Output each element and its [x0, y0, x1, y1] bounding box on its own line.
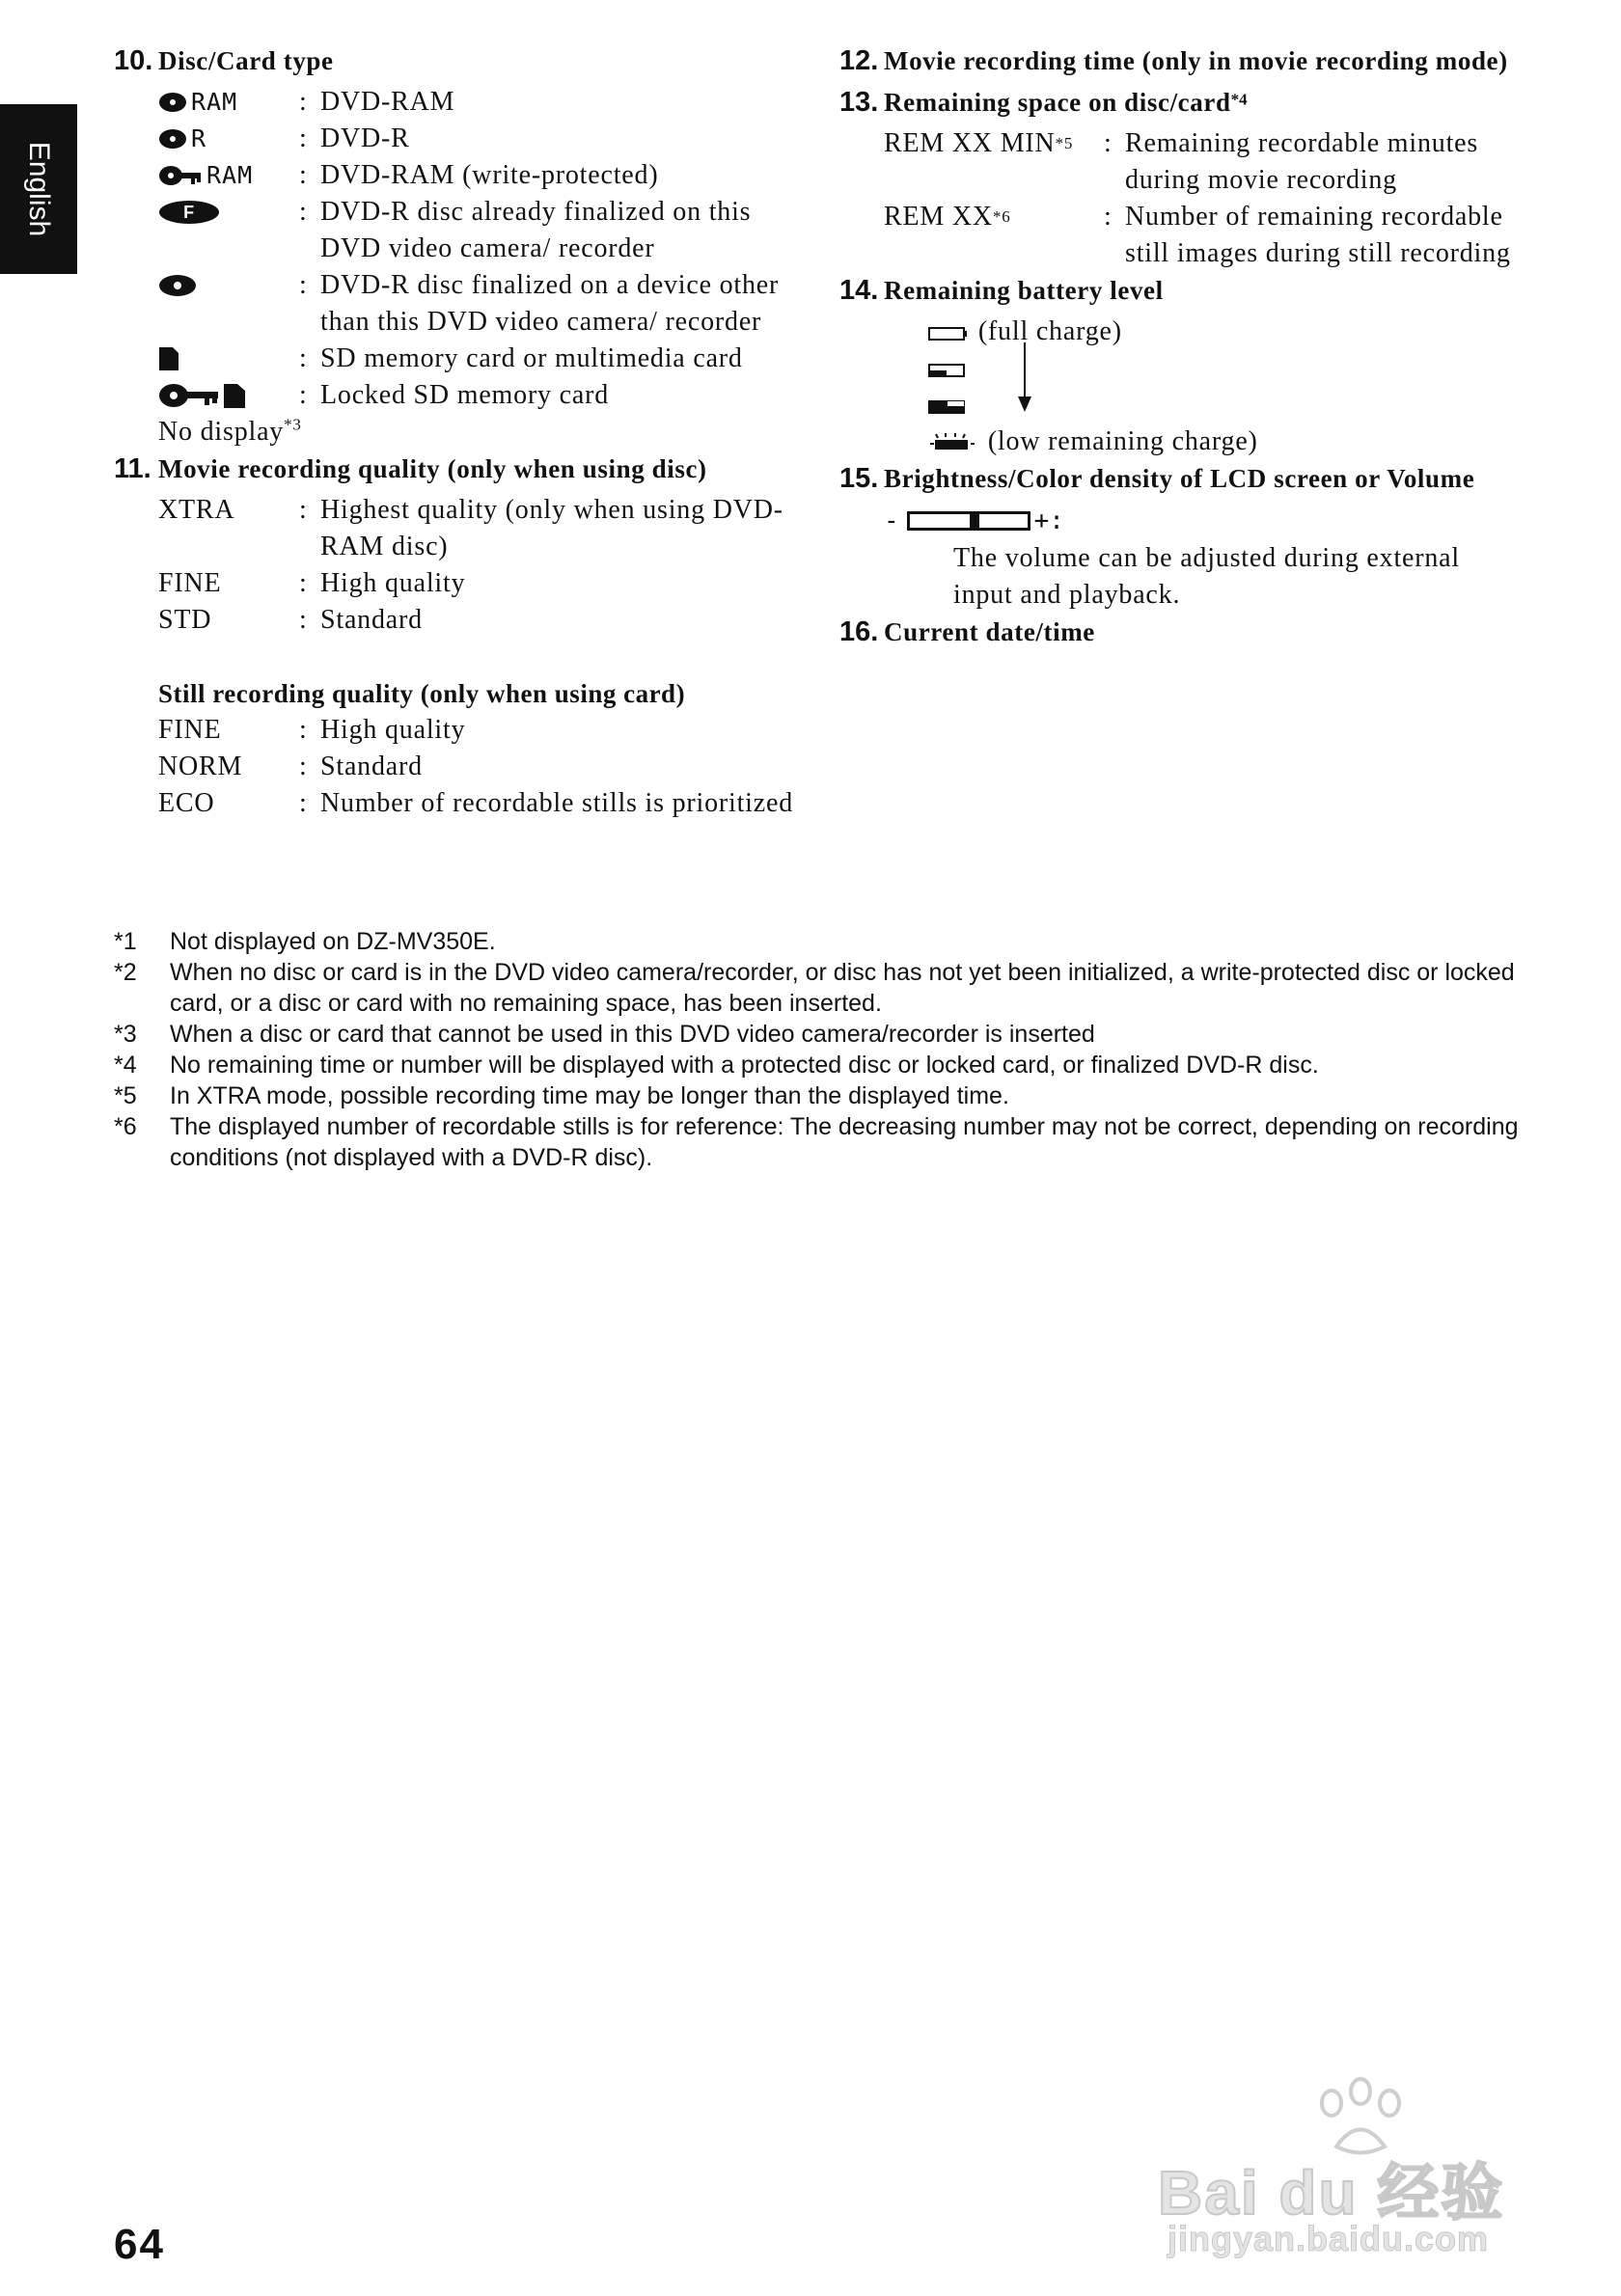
remaining-key: REM XX *6	[884, 202, 1011, 232]
battery-flashing-icon	[928, 432, 976, 455]
quality-row: XTRA : Highest quality (only when using DVD-RAM disc)	[114, 492, 809, 565]
level-bar	[907, 511, 1030, 531]
disc-icon	[158, 92, 187, 113]
section-title: Remaining battery level	[884, 276, 1164, 305]
quality-desc: Standard	[320, 605, 423, 635]
footnotes	[114, 926, 1532, 1173]
footnote	[114, 1111, 1532, 1173]
quality-row: STD : Standard	[114, 602, 809, 639]
quality-desc: Highest quality (only when using DVD-RAM disc)	[320, 495, 783, 561]
quality-row: FINE : High quality	[114, 712, 809, 749]
page-number: 64	[114, 2221, 165, 2268]
footnote	[114, 926, 1532, 957]
footnote-text: The displayed number of recordable stills is for reference: The decreasing number may not be correct, depending on recording conditions (not displayed with a DVD-R disc).	[170, 1113, 1519, 1171]
disc-type-desc: DVD-R	[320, 123, 410, 153]
section-title: Current date/time	[884, 617, 1095, 646]
section-title: Movie recording quality (only when using disc)	[158, 454, 707, 483]
minus-sign: -	[884, 506, 899, 535]
level-bar-line	[839, 502, 1515, 540]
still-quality-heading: Still recording quality (only when using card)	[158, 679, 686, 708]
disc-type-label: R	[191, 124, 207, 152]
battery-partial-icon	[928, 363, 967, 378]
quality-desc: Standard	[320, 752, 423, 781]
level-marker	[970, 511, 979, 531]
disc-icon	[158, 128, 187, 150]
disc-type-desc: DVD-RAM	[320, 87, 455, 117]
section-title: Movie recording time (only in movie recording mode)	[884, 46, 1508, 75]
footnote-text: No remaining time or number will be displayed with a protected disc or locked card, or finalized DVD-R disc.	[170, 1052, 1319, 1079]
quality-key: NORM	[158, 752, 243, 781]
footnote-mark: *2	[114, 959, 137, 986]
remaining-desc: Remaining recordable minutes during movie recording	[1125, 128, 1479, 195]
remaining-desc: Number of remaining recordable still images during still recording	[1125, 202, 1511, 268]
section-title: Brightness/Color density of LCD screen or Volume	[884, 464, 1475, 493]
section-number: 10.	[114, 45, 153, 76]
disc-type-indicator	[158, 341, 299, 377]
language-tab-label: English	[23, 141, 55, 237]
battery-low-text: (low remaining charge)	[987, 426, 1258, 456]
section-number: 12.	[839, 45, 879, 76]
footnote-ref: *3	[284, 415, 302, 434]
footnote-text: In XTRA mode, possible recording time may be longer than the displayed time.	[170, 1082, 1009, 1109]
disc-type-row: : Locked SD memory card	[114, 377, 809, 414]
footnote-text: When a disc or card that cannot be used in this DVD video camera/recorder is inserted	[170, 1021, 1095, 1048]
disc-type-indicator	[158, 377, 299, 414]
disc-type-label: RAM	[191, 88, 238, 116]
quality-desc: Number of recordable stills is prioritized	[320, 788, 794, 818]
disc-type-indicator	[158, 84, 299, 121]
section-number: 11.	[114, 453, 151, 484]
quality-desc: High quality	[320, 568, 466, 598]
quality-row: NORM : Standard	[114, 749, 809, 785]
disc-type-row: F : DVD-R disc already finalized on this DVD video camera/ recorder	[114, 194, 809, 267]
battery-empty-line	[839, 424, 1515, 460]
no-display-text: No display	[158, 417, 285, 447]
battery-levels	[839, 314, 1515, 460]
plus-sign: +:	[1033, 506, 1064, 535]
quality-row: FINE : High quality	[114, 565, 809, 602]
right-column	[839, 42, 1515, 655]
quality-key: STD	[158, 605, 212, 635]
disc-type-desc: Locked SD memory card	[320, 380, 610, 410]
battery-low-icon	[928, 399, 967, 415]
quality-key: FINE	[158, 568, 222, 598]
language-tab	[0, 104, 77, 274]
footnote	[114, 1080, 1532, 1111]
quality-row: ECO : Number of recordable stills is prioritized	[114, 785, 809, 822]
key-disc-icon	[158, 165, 203, 186]
footnote-text: Not displayed on DZ-MV350E.	[170, 928, 496, 955]
battery-full-line	[839, 314, 1515, 350]
left-column	[114, 42, 809, 822]
section-title: Disc/Card type	[158, 46, 334, 75]
remaining-key: REM XX MIN *5	[884, 128, 1074, 158]
quality-key: XTRA	[158, 495, 235, 525]
section-number: 16.	[839, 616, 879, 647]
disc-type-row: : SD memory card or multimedia card	[114, 341, 809, 377]
battery-partial-line	[839, 350, 1515, 387]
sd-card-icon	[158, 346, 179, 371]
footnote-mark: *5	[114, 1082, 137, 1109]
quality-key: FINE	[158, 715, 222, 745]
footnote	[114, 1050, 1532, 1080]
spacer	[114, 639, 809, 675]
disc-type-desc: DVD-R disc finalized on a device other than this DVD video camera/ recorder	[320, 270, 780, 337]
disc-type-row: RAM : DVD-RAM (write-protected)	[114, 157, 809, 194]
section-disc-card-heading	[114, 42, 809, 84]
section-number: 15.	[839, 463, 879, 494]
no-display-line	[114, 414, 809, 451]
section-title: Remaining space on disc/card	[884, 88, 1231, 117]
disc-type-desc: DVD-RAM (write-protected)	[320, 160, 659, 190]
arrow-down-icon	[1015, 342, 1034, 414]
section-movie-time-heading	[839, 42, 1515, 84]
section-remaining-space-heading	[839, 84, 1515, 125]
footnote-mark: *1	[114, 928, 137, 955]
disc-type-indicator	[158, 194, 299, 231]
disc-type-row: : DVD-R disc finalized on a device other than this DVD video camera/ recorder	[114, 267, 809, 341]
disc-type-desc: SD memory card or multimedia card	[320, 343, 743, 373]
footnote-text: When no disc or card is in the DVD video camera/recorder, or disc has not yet been initialized, a write-protected disc or locked card, or a disc or card with no remaining space, has been inserted.	[170, 959, 1515, 1017]
footnote-mark: *4	[114, 1052, 137, 1079]
disc-type-desc: DVD-R disc already finalized on this DVD video camera/ recorder	[320, 197, 752, 263]
quality-desc: High quality	[320, 715, 466, 745]
section-movie-quality-heading	[114, 451, 809, 492]
baidu-watermark	[1158, 2074, 1534, 2267]
footnote-mark: *3	[114, 1021, 137, 1048]
battery-full-text: (full charge)	[977, 316, 1122, 346]
section-brightness-heading	[839, 460, 1515, 502]
finalized-disc-icon	[158, 200, 220, 225]
locked-card-icon	[158, 382, 247, 409]
disc-icon	[158, 274, 197, 297]
section-number: 13.	[839, 87, 879, 118]
battery-low-line	[839, 387, 1515, 424]
footnote	[114, 957, 1532, 1019]
footnote-ref: *4	[1230, 90, 1248, 109]
disc-type-indicator	[158, 267, 299, 304]
footnote	[114, 1019, 1532, 1050]
disc-type-row: R : DVD-R	[114, 121, 809, 157]
quality-key: ECO	[158, 788, 215, 818]
disc-type-indicator	[158, 157, 299, 194]
volume-description: The volume can be adjusted during external input and playback.	[953, 543, 1460, 610]
footnote-mark: *6	[114, 1113, 137, 1140]
finalized-disc-label: F	[183, 203, 195, 222]
section-date-time-heading	[839, 614, 1515, 655]
disc-type-label: RAM	[206, 161, 254, 189]
battery-full-icon	[928, 326, 967, 342]
remaining-row: REM XX MIN *5 : Remaining recordable minutes during movie recording	[839, 125, 1515, 199]
disc-type-row: RAM : DVD-RAM	[114, 84, 809, 121]
remaining-row: REM XX *6 : Number of remaining recordable still images during still recording	[839, 199, 1515, 272]
watermark-brand: Bai du 经验	[1158, 2158, 1505, 2228]
section-battery-heading	[839, 272, 1515, 314]
section-number: 14.	[839, 275, 879, 306]
disc-type-indicator	[158, 121, 299, 157]
watermark-url: jingyan.baidu.com	[1168, 2219, 1490, 2258]
